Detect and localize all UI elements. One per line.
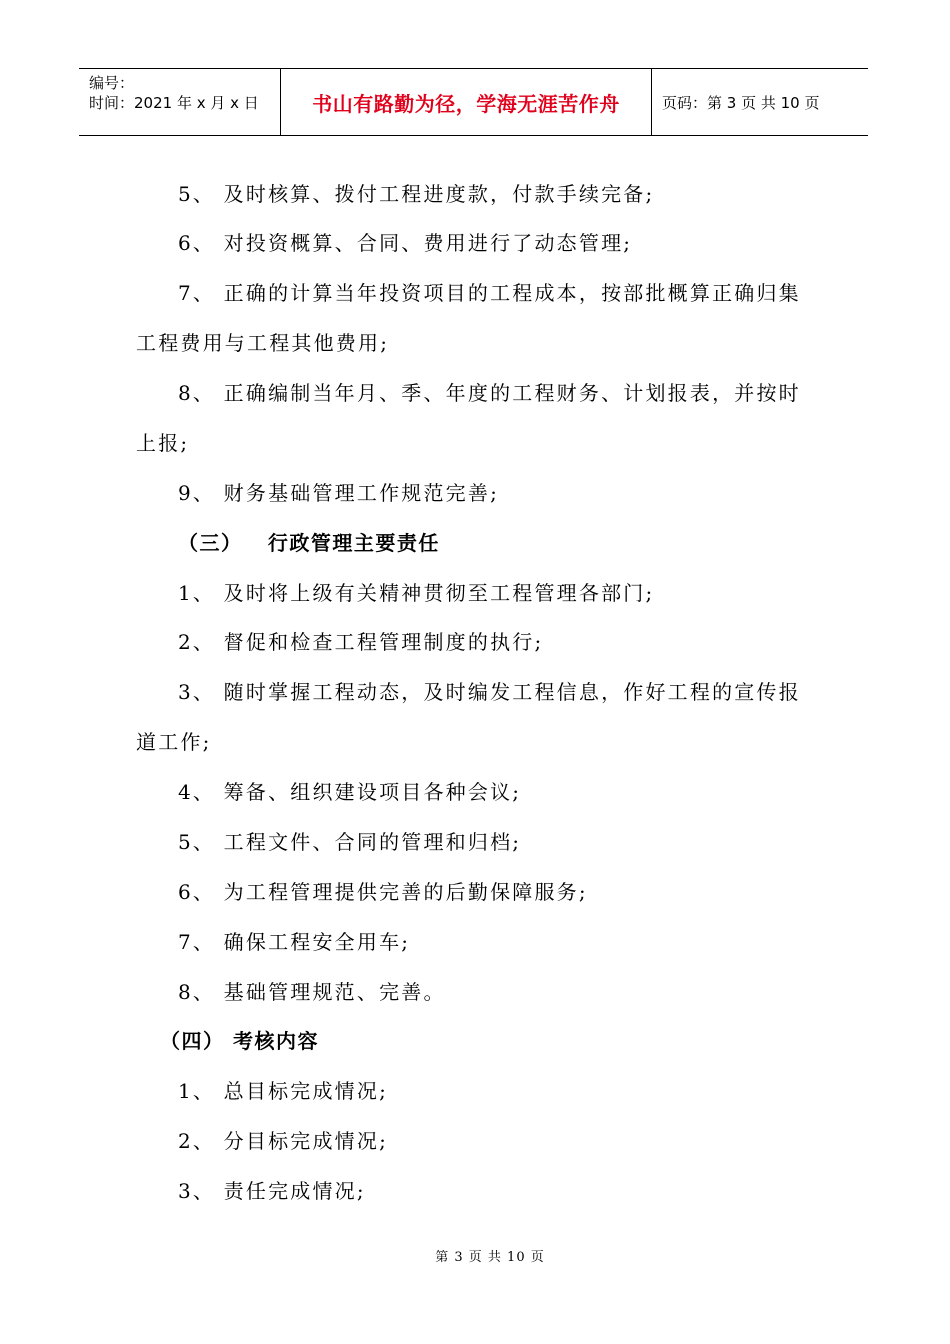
paragraph-line: 8、 正确编制当年月、季、年度的工程财务、计划报表，并按时 [178, 381, 801, 405]
paragraph-line: 8、 基础管理规范、完善。 [178, 980, 446, 1004]
paragraph-line: 3、 随时掌握工程动态，及时编发工程信息，作好工程的宣传报 [178, 680, 801, 704]
section-heading: （四） 考核内容 [160, 1029, 319, 1053]
paragraph-line: 上报; [136, 431, 190, 455]
page-header [79, 68, 868, 136]
paragraph-line: 1、 及时将上级有关精神贯彻至工程管理各部门; [178, 581, 655, 605]
section-heading: （三） 行政管理主要责任 [178, 531, 440, 555]
paragraph-line: 6、 对投资概算、合同、费用进行了动态管理; [178, 231, 633, 255]
doc-date: 时间：2021 年 x 月 x 日 [89, 94, 259, 112]
doc-number-label: 编号： [89, 74, 135, 92]
paragraph-line: 工程费用与工程其他费用; [136, 331, 390, 355]
paragraph-line: 6、 为工程管理提供完善的后勤保障服务; [178, 880, 588, 904]
paragraph-line: 道工作; [136, 730, 212, 754]
paragraph-line: 1、 总目标完成情况; [178, 1079, 389, 1103]
paragraph-line: 9、 财务基础管理工作规范完善; [178, 481, 500, 505]
header-meta [79, 69, 280, 135]
paragraph-line: 2、 分目标完成情况; [178, 1129, 389, 1153]
paragraph-line: 3、 责任完成情况; [178, 1179, 366, 1203]
header-page-info: 页码：第 3 页 共 10 页 [662, 93, 820, 112]
header-motto: 书山有路勤为径，学海无涯苦作舟 [280, 69, 652, 135]
page-footer: 第 3 页 共 10 页 [435, 1250, 545, 1265]
paragraph-line: 5、 工程文件、合同的管理和归档; [178, 830, 522, 854]
paragraph-line: 2、 督促和检查工程管理制度的执行; [178, 630, 544, 654]
paragraph-line: 7、 确保工程安全用车; [178, 930, 411, 954]
paragraph-line: 5、 及时核算、拨付工程进度款，付款手续完备; [178, 182, 655, 206]
paragraph-line: 4、 筹备、组织建设项目各种会议; [178, 780, 522, 804]
paragraph-line: 7、 正确的计算当年投资项目的工程成本，按部批概算正确归集 [178, 281, 801, 305]
